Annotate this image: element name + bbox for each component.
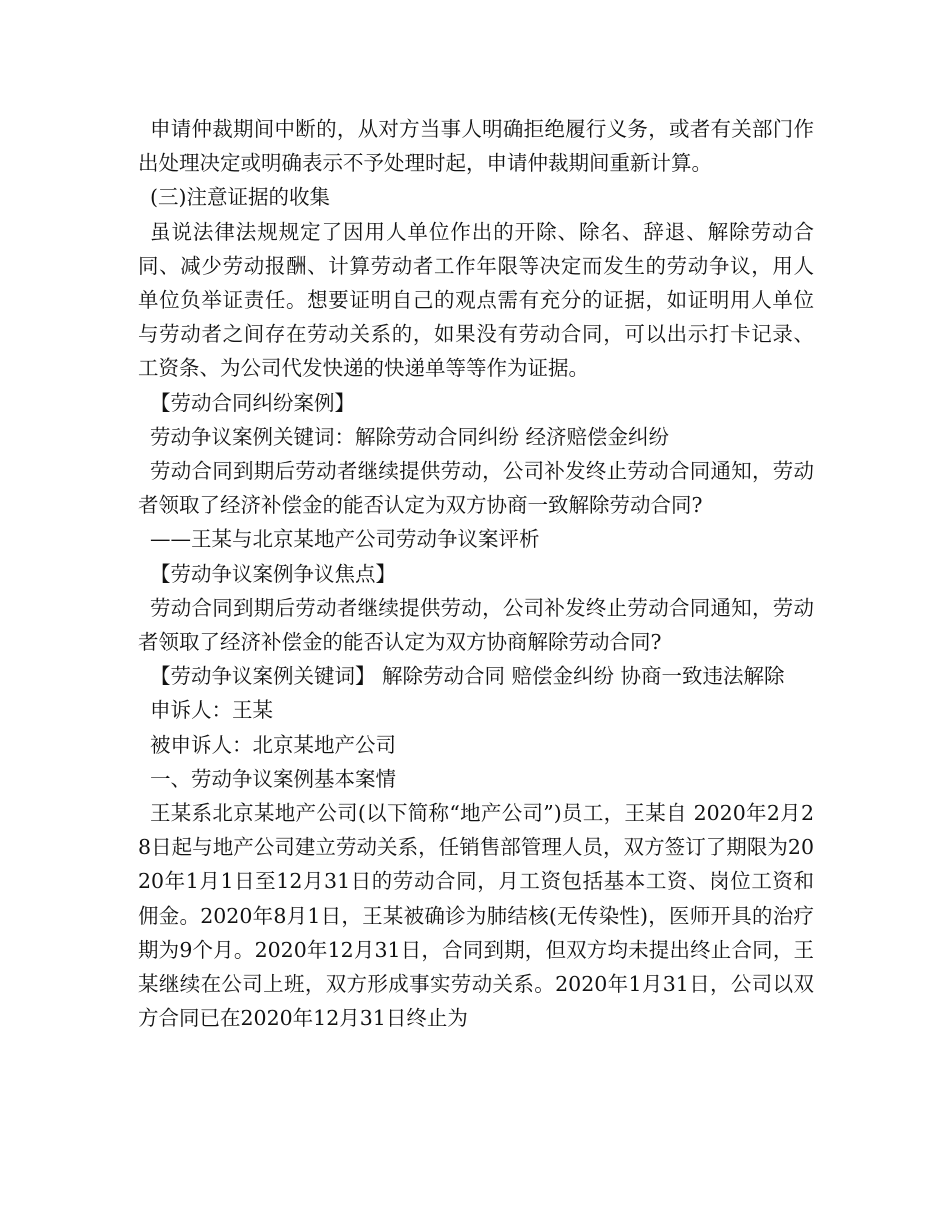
case-keywords-line: 劳动争议案例关键词：解除劳动合同纠纷 经济赔偿金纠纷 [150,424,670,449]
keywords-heading: 【劳动争议案例关键词】 解除劳动合同 赔偿金纠纷 协商一致违法解除 [150,664,785,689]
appellant: 申诉人：王某 [150,698,273,723]
dispute-focus-heading: 【劳动争议案例争议焦点】 [150,561,396,586]
facts-heading: 一、劳动争议案例基本案情 [150,766,396,791]
case-subtitle: ——王某与北京某地产公司劳动争议案评析 [150,527,540,552]
paragraph-burden-of-proof: 虽说法律法规规定了因用人单位作出的开除、除名、辞退、解除劳动合同、减少劳动报酬、计算劳动者工作年限等决定而发生的劳动争议，用人单位负举证责任。想要证明自己的观点需有充分的证据，如证明用人单位与劳动者之间存在劳动关系的，如果没有劳动合同，可以出示打卡记录、工资条、为公司代发快递的快递单等等作为证据。 [138,219,814,381]
case-question: 劳动合同到期后劳动者继续提供劳动，公司补发终止劳动合同通知，劳动者领取了经济补偿金的能否认定为双方协商一致解除劳动合同? [138,459,814,518]
section-heading-evidence: (三)注意证据的收集 [150,185,330,210]
dispute-focus-text: 劳动合同到期后劳动者继续提供劳动，公司补发终止劳动合同通知，劳动者领取了经济补偿金的能否认定为双方协商解除劳动合同? [138,595,814,655]
respondent: 被申诉人：北京某地产公司 [150,732,396,757]
document-page [138,112,814,1035]
case-heading: 【劳动合同纠纷案例】 [150,390,355,415]
facts-paragraph: 王某系北京某地产公司(以下简称“地产公司”)员工，王某自 2020年2月28日起与地产公司建立劳动关系，任销售部管理人员，双方签订了期限为2020年1月1日至12月31日的劳动合同，月工资包括基本工资、岗位工资和佣金。2020年8月1日，王某被确诊为肺结核(无传染性)，医师开具的治疗期为9个月。2020年12月31日，合同到期，但双方均未提出终止合同，王某继续在公司上班，双方形成事实劳动关系。2020年1月31日，公司以双方合同已在2020年12月31日终止为 [138,801,814,1031]
paragraph-arbitration-period: 申请仲裁期间中断的，从对方当事人明确拒绝履行义务，或者有关部门作出处理决定或明确表示不予处理时起，申请仲裁期间重新计算。 [138,117,814,176]
